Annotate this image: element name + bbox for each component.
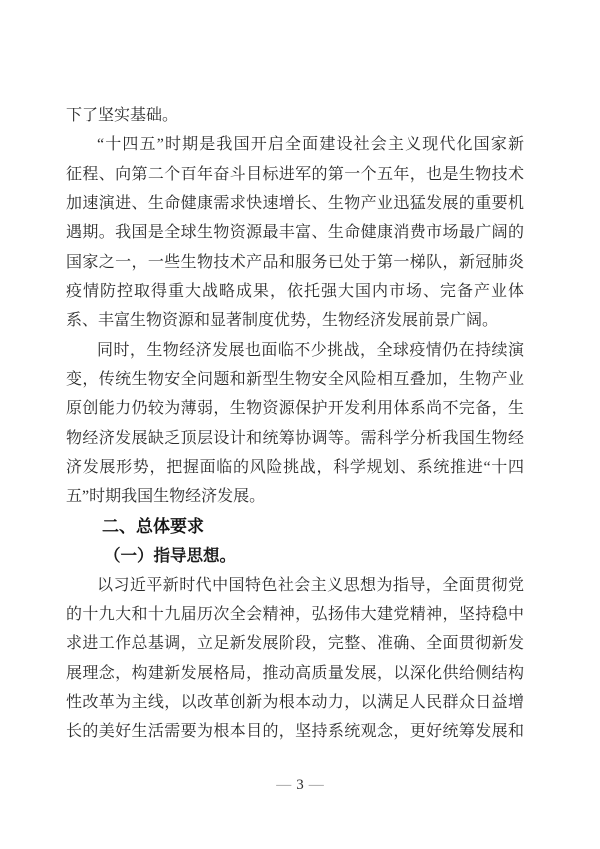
text-line: 系、丰富生物资源和显著制度优势，生物经济发展前景广阔。 [66, 312, 499, 330]
text-line: 变，传统生物安全问题和新型生物安全风险相互叠加，生物产业 [66, 371, 524, 389]
text-line: 济发展形势，把握面临的风险挑战，科学规划、系统推进“十四 [66, 459, 524, 477]
text-line: 的十九大和十九届历次全会精神，弘扬伟大建党精神，坚持稳中 [66, 605, 524, 623]
text-line: 征程、向第二个百年奋斗目标进军的第一个五年，也是生物技术 [66, 165, 524, 183]
text-line: 疫情防控取得重大战略成果，依托强大国内市场、完备产业体 [66, 283, 524, 301]
page-number-dash-right: — [308, 776, 324, 793]
page-number: 3 [296, 776, 304, 793]
text-line: 求进工作总基调，立足新发展阶段，完整、准确、全面贯彻新发 [66, 635, 524, 653]
text-line: 长的美好生活需要为根本目的，坚持系统观念，更好统筹发展和 [66, 723, 524, 741]
heading-line: 二、总体要求 [102, 516, 204, 536]
text-line: 国家之一，一些生物技术产品和服务已处于第一梯队，新冠肺炎 [66, 253, 524, 271]
document-body [66, 101, 524, 747]
text-line: 五”时期我国生物经济发展。 [66, 488, 266, 506]
text-line: 性改革为主线，以改革创新为根本动力，以满足人民群众日益增 [66, 693, 524, 711]
text-line: 下了坚实基础。 [66, 107, 179, 124]
text-line: 展理念，构建新发展格局，推动高质量发展，以深化供给侧结构 [66, 664, 524, 682]
text-line: 加速演进、生命健康需求快速增长、生物产业迅猛发展的重要机 [66, 195, 524, 213]
text-line: 同时，生物经济发展也面临不少挑战，全球疫情仍在持续演 [97, 341, 524, 359]
page-number-dash-left: — [276, 776, 292, 793]
subheading-line: （一）指导思想。 [104, 546, 236, 566]
text-line: 遇期。我国是全球生物资源最丰富、生命健康消费市场最广阔的 [66, 224, 524, 242]
text-line: “十四五”时期是我国开启全面建设社会主义现代化国家新 [97, 136, 524, 154]
text-line: 原创能力仍较为薄弱，生物资源保护开发利用体系尚不完备，生 [66, 400, 524, 418]
page-footer [0, 772, 600, 798]
text-line: 物经济发展缺乏顶层设计和统筹协调等。需科学分析我国生物经 [66, 429, 524, 447]
text-line: 以习近平新时代中国特色社会主义思想为指导，全面贯彻党 [97, 576, 524, 594]
